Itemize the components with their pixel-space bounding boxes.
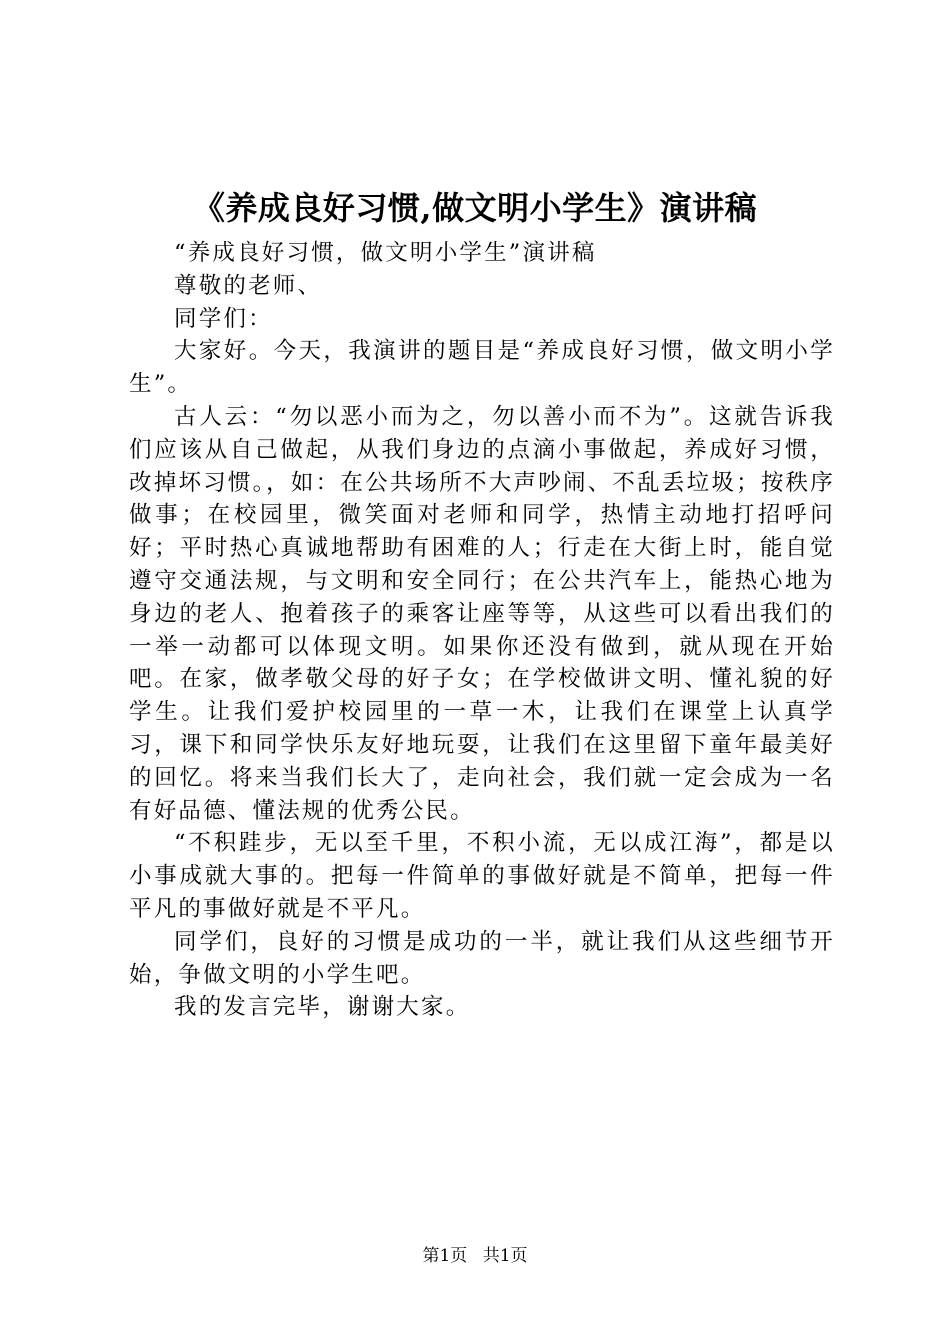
page-footer [0,1244,950,1268]
paragraph-closing: 我的发言完毕，谢谢大家。 [174,994,471,1021]
paragraph-conclusion: 同学们，良好的习惯是成功的一半，就让我们从这些细节开始，争做文明的小学生吧。 [129,928,835,988]
document-title: 《养成良好习惯,做文明小学生》演讲稿 [192,189,758,227]
paragraph-main: 古人云：“勿以恶小而为之，勿以善小而不为”。这就告诉我们应该从自己做起，从我们身边的点滴小事做起，养成好习惯，改掉坏习惯。，如：在公共场所不大声吵闹、不乱丢垃圾；按秩序做事；在校园里，微笑面对老师和同学，热情主动地打招呼问好；平时热心真诚地帮助有困难的人；行走在大街上时，能自觉遵守交通法规，与文明和安全同行；在公共汽车上，能热心地为身边的老人、抱着孩子的乘客让座等等，从这些可以看出我们的一举一动都可以体现文明。如果你还没有做到，就从现在开始吧。在家，做孝敬父母的好子女；在学校做讲文明、懂礼貌的好学生。让我们爱护校园里的一草一木，让我们在课堂上认真学习，课下和同学快乐友好地玩耍，让我们在这里留下童年最美好的回忆。将来当我们长大了，走向社会，我们就一定会成为一名有好品德、懂法规的优秀公民。 [129,403,835,824]
document-body [129,237,835,1024]
paragraph-intro: 大家好。今天，我演讲的题目是“养成良好习惯，做文明小学生”。 [129,338,835,398]
paragraph-subtitle: “养成良好习惯，做文明小学生”演讲稿 [174,240,597,266]
page-count: 共1页 [482,1246,528,1266]
paragraph-proverb: “不积跬步，无以至千里，不积小流，无以成江海”，都是以小事成就大事的。把每一件简单的事做好就是不简单，把每一件平凡的事做好就是不平凡。 [129,830,835,922]
paragraph-salutation-students: 同学们： [174,305,273,332]
paragraph-salutation-teachers: 尊敬的老师、 [174,272,323,299]
page-number: 第1页 [422,1246,468,1266]
